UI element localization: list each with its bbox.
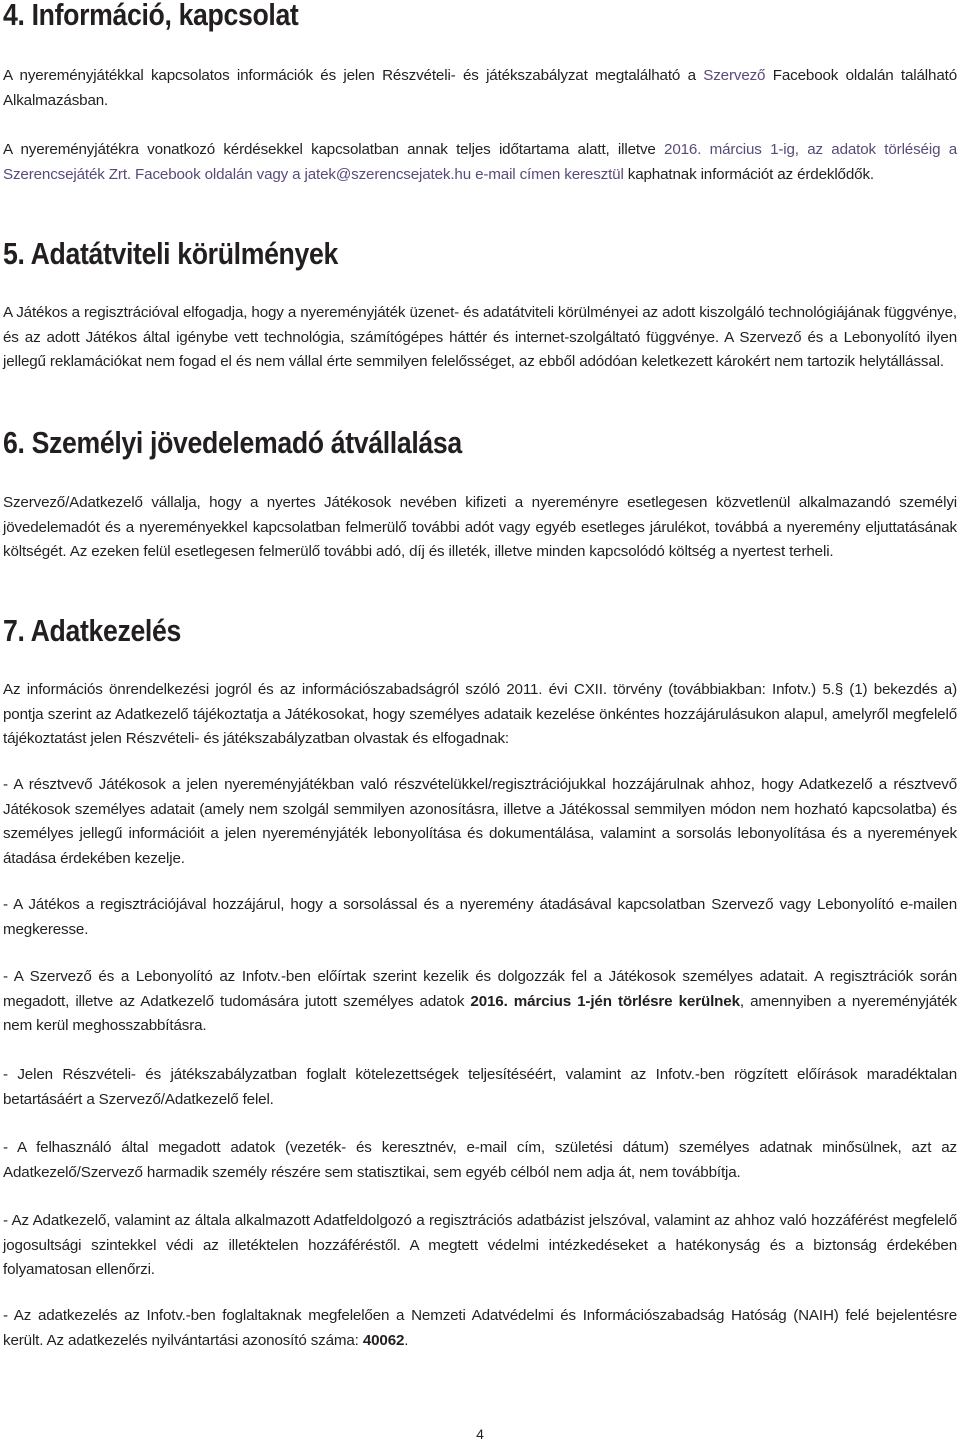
section-5-paragraph-1: A Játékos a regisztrációval elfogadja, hogy a nyereményjáték üzenet- és adatátviteli körülményei az adott kiszolgáló technológiájának függvénye, és az adott Játékos által igénybe vett technológia, számítógépes háttér és internet-szolgáltató függvénye. A Szervező és a Lebonyolító ilyen jellegű reklamációkat nem fogad el és nem vállal érte semmilyen felelősséget, az ebből adódóan keletkezett károkért nem tartozik helytállással. <box>3 304 957 370</box>
text-run: kaphatnak információt az érdeklődők. <box>623 165 874 183</box>
section-7-paragraph-8 <box>3 1304 957 1353</box>
section-7-heading: 7. Adatkezelés <box>3 613 181 648</box>
text-run: , amennyiben a nyereményjáték nem kerül meghosszabbításra. <box>3 992 957 1034</box>
contact-email-text: vagy a jatek@szerencsejatek.hu e-mail címen keresztül <box>256 165 624 183</box>
registration-id-text: 40062 <box>362 1331 405 1349</box>
section-7-paragraph-1: Az információs önrendelkezési jogról és az információszabadságról szóló 2011. évi CXII. törvény (továbbiakban: Infotv.) 5.§ (1) bekezdés a) pontja szerint az Adatkezelő tájékoztatja a Játékosokat, hogy személyes adataik kezelése önkéntes hozzájárulásukon alapul, amelyről megfelelő tájékoztatást jelen Részvételi- és játékszabályzatban olvastak és elfogadnak: <box>3 681 957 747</box>
text-run: A nyereményjátékkal kapcsolatos információk és jelen Részvételi- és játékszabályzat megtalálható a <box>3 67 704 84</box>
text-run: A nyereményjátékra vonatkozó kérdésekkel kapcsolatban annak teljes időtartama alatt, illetve <box>3 141 665 158</box>
text-run: . <box>404 1331 409 1349</box>
text-run-highlight: 2016. március 1-ig, az adatok törléséig a Szerencsejáték Zrt. Facebook oldalán <box>3 141 957 183</box>
text-run: Facebook oldalán található Alkalmazásban. <box>3 67 957 109</box>
deletion-date-text: 2016. március 1-jén törlésre kerülnek <box>470 992 740 1010</box>
section-4-paragraph-2 <box>3 138 957 187</box>
section-7-paragraph-4 <box>3 965 957 1039</box>
text-run: - Az adatkezelés az Infotv.-ben foglaltaknak megfelelően a Nemzeti Adatvédelmi és Információszabadság Hatóság (NAIH) felé bejelentésre került. Az adatkezelés nyilvántartási azonosító száma: <box>3 1307 957 1349</box>
section-5-heading: 5. Adatátviteli körülmények <box>3 236 338 271</box>
section-7-paragraph-3: - A Játékos a regisztrációjával hozzájárul, hogy a sorsolással és a nyeremény átadásával kapcsolatban Szervező vagy Lebonyolító e-mailen megkeresse. <box>3 896 957 938</box>
section-6-paragraph-1: Szervező/Adatkezelő vállalja, hogy a nyertes Játékosok nevében kifizeti a nyereményre esetlegesen közvetlenül alkalmazandó személyi jövedelemadót és a nyereményekkel kapcsolatban felmerülő további adót vagy egyéb esetleges járulékot, továbbá a nyeremény eljuttatásának költségét. Az ezeken felül esetlegesen felmerülő további adó, díj és illeték, illetve minden kapcsolódó költség a nyertest terheli. <box>3 494 957 560</box>
text-run-organizer: Szervező <box>703 67 766 84</box>
page-number: 4 <box>476 1426 484 1442</box>
text-run: - A Szervező és a Lebonyolító az Infotv.-ben előírtak szerint kezelik és dolgozzák fel a Játékosok személyes adatait. A regisztrációk során megadott, illetve az Adatkezelő tudomására jutott személyes adatok <box>3 968 957 1010</box>
section-7-paragraph-5: - Jelen Részvételi- és játékszabályzatban foglalt kötelezettségek teljesítéséért, valamint az Infotv.-ben rögzített előírások maradéktalan betartásáért a Szervező/Adatkezelő felel. <box>3 1066 957 1108</box>
section-7-paragraph-6: - A felhasználó által megadott adatok (vezeték- és keresztnév, e-mail cím, születési dátum) személyes adatnak minősülnek, azt az Adatkezelő/Szervező harmadik személy részére sem statisztikai, sem egyéb célból nem adja át, nem továbbítja. <box>3 1139 957 1181</box>
section-4-paragraph-1 <box>3 64 957 113</box>
section-4-heading: 4. Információ, kapcsolat <box>3 0 299 32</box>
section-6-heading: 6. Személyi jövedelemadó átvállalása <box>3 425 462 460</box>
section-7-paragraph-2: - A résztvevő Játékosok a jelen nyereményjátékban való részvételükkel/regisztrációjukkal hozzájárulnak ahhoz, hogy Adatkezelő a résztvevő Játékosok személyes adatait (amely nem szolgál semmilyen azonosításra, illetve a Játékossal semmilyen módon nem hozható kapcsolatba) és személyes jellegű információit a jelen nyereményjáték lebonyolítása és dokumentálása, valamint a sorsolás lebonyolítása és a nyeremények átadása érdekében kezelje. <box>3 776 957 867</box>
section-7-paragraph-7: - Az Adatkezelő, valamint az általa alkalmazott Adatfeldolgozó a regisztrációs adatbázist jelszóval, valamint az ahhoz való hozzáférést megfelelő jogosultsági szintekkel védi az illetéktelen hozzáféréstől. A megtett védelmi intézkedéseket a hatékonyság és a biztonság érdekében folyamatosan ellenőrzi. <box>3 1212 957 1278</box>
